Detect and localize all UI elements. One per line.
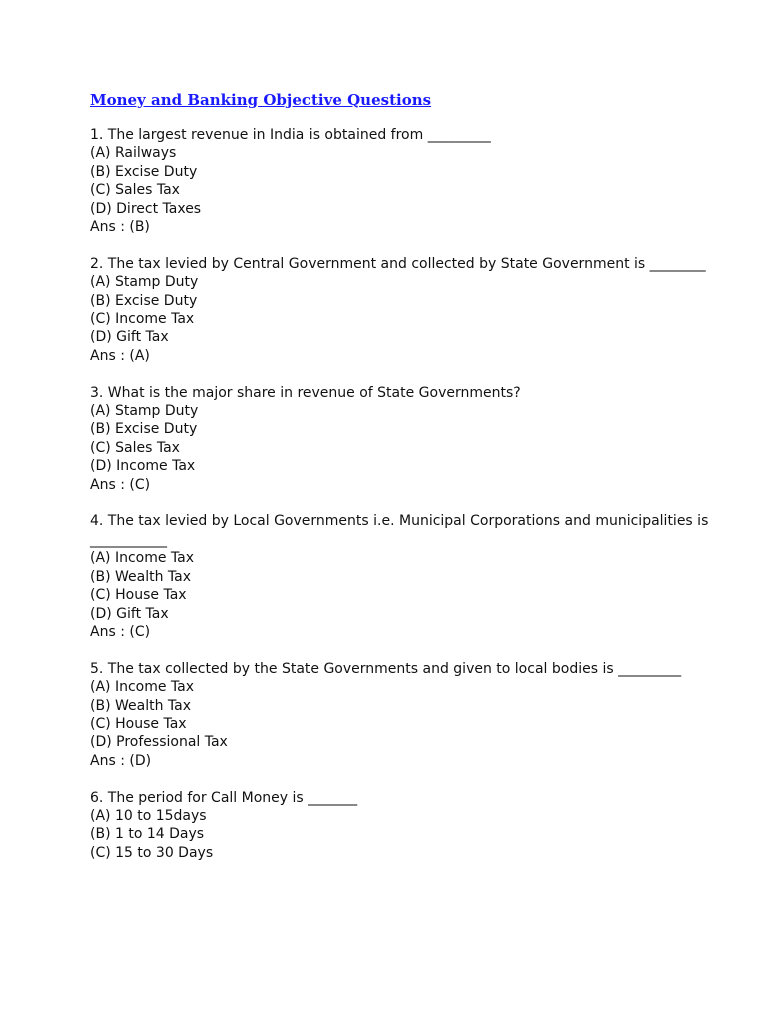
- option-item: (B) Excise Duty: [90, 421, 198, 438]
- option-item: (B) Excise Duty: [90, 163, 198, 180]
- option-item: (C) House Tax: [90, 715, 187, 732]
- answer-text: Ans : (B): [90, 219, 150, 236]
- option-item: (C) 15 to 30 Days: [90, 844, 214, 861]
- option-item: (D) Gift Tax: [90, 329, 169, 346]
- option-item: (D) Direct Taxes: [90, 200, 202, 217]
- question-block: [90, 255, 730, 365]
- option-item: (A) 10 to 15days: [90, 807, 207, 824]
- question-block: [90, 384, 730, 494]
- question-text: 2. The tax levied by Central Government and collected by State Government is ________: [90, 255, 706, 272]
- answer-text: Ans : (A): [90, 347, 150, 364]
- option-item: (D) Gift Tax: [90, 605, 169, 622]
- option-item: (C) House Tax: [90, 587, 187, 604]
- option-item: (A) Income Tax: [90, 550, 195, 567]
- answer-text: Ans : (C): [90, 476, 151, 493]
- option-item: (C) Income Tax: [90, 311, 195, 328]
- option-item: (D) Professional Tax: [90, 734, 228, 751]
- question-text: 1. The largest revenue in India is obtained from _________: [90, 127, 491, 143]
- question-block: [90, 789, 730, 863]
- option-item: (B) Wealth Tax: [90, 697, 191, 714]
- option-item: (C) Sales Tax: [90, 182, 180, 199]
- option-item: (B) 1 to 14 Days: [90, 826, 205, 843]
- question-text: 3. What is the major share in revenue of State Governments?: [90, 384, 521, 401]
- document-content: [90, 89, 730, 881]
- question-block: [90, 126, 730, 236]
- option-item: (D) Income Tax: [90, 458, 196, 475]
- option-item: (C) Sales Tax: [90, 439, 180, 456]
- answer-text: Ans : (D): [90, 752, 152, 769]
- option-item: (A) Stamp Duty: [90, 403, 199, 420]
- question-text: 4. The tax levied by Local Governments i.e. Municipal Corporations and municipalities is ___________: [90, 513, 713, 548]
- question-text: 5. The tax collected by the State Governments and given to local bodies is _________: [90, 660, 682, 677]
- question-block: [90, 512, 730, 641]
- option-item: (A) Railways: [90, 145, 177, 162]
- option-item: (A) Stamp Duty: [90, 274, 199, 291]
- option-item: (B) Excise Duty: [90, 292, 198, 309]
- option-item: (B) Wealth Tax: [90, 568, 191, 585]
- question-text: 6. The period for Call Money is _______: [90, 789, 358, 806]
- option-item: (A) Income Tax: [90, 679, 195, 696]
- answer-text: Ans : (C): [90, 623, 151, 640]
- document-title-link[interactable]: Money and Banking Objective Questions: [90, 91, 432, 109]
- question-block: [90, 660, 730, 770]
